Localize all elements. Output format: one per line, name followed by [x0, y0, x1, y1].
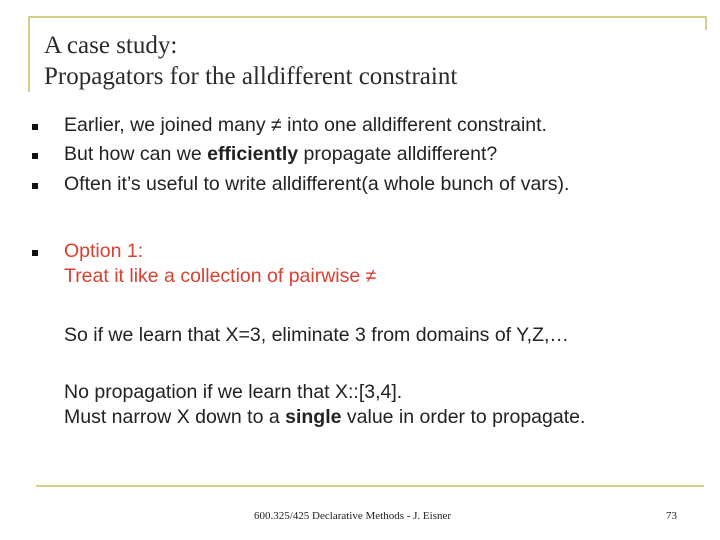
- bullet-1-text-after: into one alldifferent constraint.: [281, 114, 547, 136]
- line-2-text-before: Must narrow X down to a: [64, 406, 286, 428]
- bullet-2-text-before: But how can we: [64, 143, 208, 165]
- title-frame-left-border: [28, 16, 30, 92]
- footer-course-label: 600.325/425 Declarative Methods - J. Eisner: [254, 510, 452, 522]
- bullet-1-text: [64, 113, 547, 138]
- bullet-marker-2: [32, 153, 38, 159]
- paragraph-eliminate-domains: So if we learn that X=3, eliminate 3 from domains of Y,Z,…: [64, 324, 569, 346]
- option-1-description: [64, 264, 376, 289]
- bullet-2-text-after: propagate alldifferent?: [298, 143, 498, 165]
- title-frame-right-border: [705, 16, 707, 30]
- bullet-marker-1: [32, 124, 38, 130]
- not-equal-symbol: ≠: [365, 265, 377, 287]
- option-1-heading: Option 1:: [64, 240, 144, 262]
- footer-divider: [36, 485, 704, 487]
- bullet-3-text: Often it’s useful to write alldifferent(a whole bunch of vars).: [64, 173, 570, 195]
- paragraph-no-propagation-line-1: No propagation if we learn that X::[3,4].: [64, 381, 403, 403]
- paragraph-no-propagation-line-2: [64, 405, 585, 430]
- option-1-description-text: Treat it like a collection of pairwise: [64, 265, 366, 287]
- slide-title-line-2: Propagators for the alldifferent constraint: [44, 63, 458, 90]
- bullet-marker-4: [32, 250, 38, 256]
- bullet-marker-3: [32, 183, 38, 189]
- bullet-2-bold-word: efficiently: [207, 143, 299, 165]
- bullet-4-text: [64, 239, 376, 289]
- bullet-2-text: [64, 142, 497, 167]
- title-frame-top-border: [28, 16, 706, 18]
- paragraph-no-propagation: [64, 380, 585, 430]
- line-2-text-after: value in order to propagate.: [341, 406, 586, 428]
- not-equal-symbol: ≠: [271, 114, 282, 136]
- footer-page-number: 73: [666, 510, 677, 522]
- slide-title-line-1: A case study:: [44, 32, 178, 59]
- line-2-bold-word: single: [285, 406, 342, 428]
- slide-title: [44, 30, 684, 92]
- bullet-1-text-before: Earlier, we joined many: [64, 114, 272, 136]
